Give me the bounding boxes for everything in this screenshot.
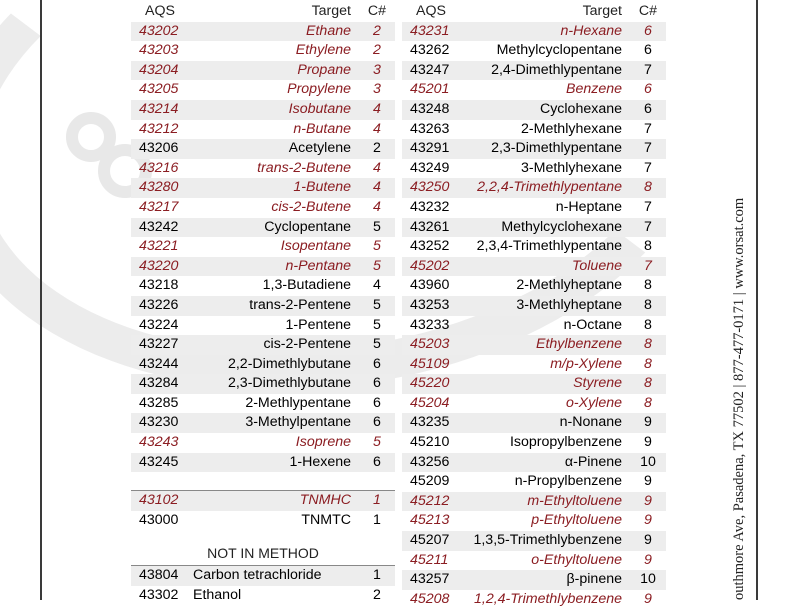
table-row bbox=[402, 394, 666, 414]
target-compound-cell: 2,3-Dimethlypentane bbox=[464, 139, 630, 159]
carbon-number-cell: 2 bbox=[373, 586, 381, 603]
table-row bbox=[131, 120, 395, 140]
table-row bbox=[131, 178, 395, 198]
aqs-code-cell: 45109 bbox=[410, 355, 450, 372]
not-in-method-title: NOT IN METHOD bbox=[207, 545, 319, 561]
aqs-code-cell: 45213 bbox=[410, 512, 450, 529]
aqs-code-cell: 43202 bbox=[131, 22, 193, 42]
aqs-code-cell: 45210 bbox=[410, 434, 450, 451]
carbon-number-cell: 9 bbox=[644, 551, 652, 568]
carbon-number-cell: 5 bbox=[359, 335, 395, 355]
page-border-left bbox=[40, 0, 42, 600]
aqs-code-cell: 45201 bbox=[410, 81, 450, 98]
table-row bbox=[402, 355, 666, 375]
carbon-number-cell: 7 bbox=[630, 61, 666, 81]
carbon-number-cell: 10 bbox=[630, 453, 666, 473]
aqs-code-cell: 43204 bbox=[131, 61, 193, 81]
carbon-number-cell: 8 bbox=[630, 296, 666, 316]
carbon-number-cell: 8 bbox=[644, 238, 652, 255]
table-row bbox=[131, 61, 395, 81]
carbon-number-cell: 7 bbox=[644, 198, 652, 215]
carbon-number-cell: 8 bbox=[630, 374, 666, 394]
table-row bbox=[131, 374, 395, 394]
table-row bbox=[402, 472, 666, 492]
carbon-number-cell: 6 bbox=[644, 42, 652, 59]
aqs-code-cell: 43263 bbox=[410, 120, 450, 137]
table-row bbox=[131, 198, 395, 218]
carbon-number-cell: 5 bbox=[373, 434, 381, 451]
carbon-number-cell: 4 bbox=[373, 159, 381, 176]
table-row bbox=[131, 491, 395, 511]
carbon-number-cell: 6 bbox=[359, 374, 395, 394]
target-compound-cell: Cyclopentane bbox=[193, 218, 359, 238]
table-row bbox=[402, 551, 666, 571]
target-compound-cell: n-Heptane bbox=[555, 198, 622, 215]
carbon-number-cell: 4 bbox=[373, 277, 381, 294]
aqs-code-cell: 43220 bbox=[131, 257, 193, 277]
carbon-number-cell: 9 bbox=[630, 413, 666, 433]
carbon-number-cell: 7 bbox=[630, 218, 666, 238]
table-row bbox=[402, 413, 666, 433]
aqs-code-cell: 43261 bbox=[402, 218, 464, 238]
target-compound-cell: Isopropylbenzene bbox=[509, 434, 622, 451]
aqs-code-cell: 43206 bbox=[131, 139, 193, 159]
target-compound-cell: 1,2,4-Trimethlybenzene bbox=[474, 590, 622, 607]
target-compound-cell: Ethane bbox=[193, 22, 359, 42]
table-row bbox=[131, 139, 395, 159]
table-row bbox=[131, 276, 395, 296]
aqs-code-cell: 45212 bbox=[402, 492, 464, 512]
aqs-code-cell: 43205 bbox=[139, 81, 179, 98]
carbon-number-cell: 7 bbox=[644, 159, 652, 176]
target-compound-cell: Propylene bbox=[287, 81, 351, 98]
table-row bbox=[402, 237, 666, 257]
aqs-code-cell: 45207 bbox=[402, 531, 464, 551]
target-compound-cell: 3-Methylpentane bbox=[193, 413, 359, 433]
carbon-number-cell: 6 bbox=[644, 81, 652, 98]
target-compound-cell: 1-Pentene bbox=[285, 316, 351, 333]
aqs-code-cell: 43256 bbox=[402, 453, 464, 473]
target-compound-cell: Benzene bbox=[565, 81, 622, 98]
carbon-number-cell: 4 bbox=[359, 178, 395, 198]
aqs-code-cell: 43960 bbox=[410, 277, 450, 294]
table-row bbox=[402, 492, 666, 512]
table-row bbox=[402, 335, 666, 355]
target-compound-cell: n-Nonane bbox=[464, 413, 630, 433]
table-row bbox=[402, 100, 666, 120]
target-compound-cell: 2,3,4-Trimethlypentane bbox=[476, 238, 622, 255]
table-row bbox=[131, 22, 395, 42]
aqs-code-cell: 43280 bbox=[131, 178, 193, 198]
table-row bbox=[402, 178, 666, 198]
aqs-code-cell: 43249 bbox=[410, 159, 450, 176]
aqs-code-cell: 43224 bbox=[139, 316, 179, 333]
target-compound-cell: 2,2-Dimethlybutane bbox=[227, 355, 351, 372]
table-row bbox=[402, 570, 666, 590]
carbon-number-cell: 10 bbox=[630, 570, 666, 590]
target-compound-cell: TNMTC bbox=[301, 511, 351, 528]
carbon-number-cell: 3 bbox=[373, 81, 381, 98]
carbon-number-cell: 8 bbox=[644, 394, 652, 411]
target-compound-cell: n-Octane bbox=[563, 316, 622, 333]
aqs-header: AQS bbox=[145, 3, 175, 19]
target-compound-cell: 1,3-Butadiene bbox=[262, 277, 351, 294]
carbon-number-cell: 2 bbox=[359, 139, 395, 159]
table-row bbox=[131, 394, 395, 414]
table-row bbox=[402, 296, 666, 316]
target-compound-cell: Isoprene bbox=[295, 434, 351, 451]
target-compound-cell: o-Ethyltoluene bbox=[531, 551, 622, 568]
aqs-code-cell: 45203 bbox=[402, 335, 464, 355]
target-compound-cell: m/p-Xylene bbox=[550, 355, 622, 372]
target-compound-cell: Propane bbox=[193, 61, 359, 81]
table-row bbox=[131, 413, 395, 433]
target-compound-cell: Methylcyclohexane bbox=[464, 218, 630, 238]
target-compound-cell: n-Butane bbox=[293, 120, 351, 137]
table-row bbox=[131, 296, 395, 316]
table-row bbox=[131, 100, 395, 120]
target-compound-cell: Ethanol bbox=[193, 586, 242, 603]
aqs-code-cell: 43242 bbox=[131, 218, 193, 238]
carbon-number-cell: 6 bbox=[373, 394, 381, 411]
carbon-number-cell: 9 bbox=[644, 590, 652, 607]
table-row bbox=[402, 316, 666, 336]
aqs-code-cell: 43233 bbox=[410, 316, 450, 333]
aqs-code-cell: 45204 bbox=[410, 394, 450, 411]
carbon-number-cell: 9 bbox=[644, 473, 652, 490]
target-compound-cell: 3-Methlyhexane bbox=[521, 159, 622, 176]
aqs-code-cell: 43804 bbox=[131, 566, 193, 586]
carbon-number-cell: 5 bbox=[359, 257, 395, 277]
table-row bbox=[402, 531, 666, 551]
table-row bbox=[131, 335, 395, 355]
carbon-number-cell: 9 bbox=[630, 492, 666, 512]
aqs-code-cell: 43247 bbox=[402, 61, 464, 81]
carbon-number-cell: 9 bbox=[644, 512, 652, 529]
table-row bbox=[402, 80, 666, 100]
target-compound-cell: m-Ethyltoluene bbox=[464, 492, 630, 512]
carbon-number-cell: 4 bbox=[359, 100, 395, 120]
page-border-right bbox=[756, 0, 758, 600]
table-row bbox=[131, 586, 395, 606]
target-compound-cell: n-Pentane bbox=[193, 257, 359, 277]
carbon-number-cell: 1 bbox=[359, 566, 395, 586]
target-compound-cell: Toluene bbox=[464, 257, 630, 277]
right-compound-table bbox=[402, 2, 666, 609]
aqs-code-cell: 45208 bbox=[410, 590, 450, 607]
aqs-code-cell: 45220 bbox=[402, 374, 464, 394]
table-row bbox=[402, 511, 666, 531]
table-row bbox=[402, 453, 666, 473]
carbon-number-cell: 5 bbox=[359, 218, 395, 238]
target-compound-cell: 1-Butene bbox=[193, 178, 359, 198]
table-row bbox=[402, 374, 666, 394]
aqs-code-cell: 43203 bbox=[139, 42, 179, 59]
target-compound-cell: cis-2-Butene bbox=[271, 198, 351, 215]
table-row bbox=[131, 218, 395, 238]
aqs-code-cell: 43252 bbox=[410, 238, 450, 255]
aqs-code-cell: 43231 bbox=[402, 22, 464, 42]
table-row bbox=[131, 316, 395, 336]
aqs-code-cell: 43285 bbox=[139, 394, 179, 411]
aqs-code-cell: 43232 bbox=[410, 198, 450, 215]
aqs-code-cell: 43291 bbox=[402, 139, 464, 159]
target-compound-cell: Acetylene bbox=[193, 139, 359, 159]
table-row bbox=[402, 276, 666, 296]
aqs-header: AQS bbox=[416, 3, 446, 19]
carbon-number-cell: 6 bbox=[359, 413, 395, 433]
aqs-code-cell: 43257 bbox=[402, 570, 464, 590]
target-compound-cell: p-Ethyltoluene bbox=[531, 512, 622, 529]
target-compound-cell: 2-Methlyheptane bbox=[516, 277, 622, 294]
table-header bbox=[131, 2, 395, 22]
carbon-number-cell: 3 bbox=[359, 61, 395, 81]
target-compound-cell: Ethylene bbox=[295, 42, 351, 59]
aqs-code-cell: 43218 bbox=[139, 277, 179, 294]
target-compound-cell: 2,3-Dimethlybutane bbox=[193, 374, 359, 394]
carbon-number-cell: 1 bbox=[359, 491, 395, 511]
carbon-number-cell: 4 bbox=[373, 120, 381, 137]
target-compound-cell: Isobutane bbox=[193, 100, 359, 120]
target-compound-cell: β-pinene bbox=[464, 570, 630, 590]
table-row bbox=[131, 80, 395, 100]
target-compound-cell: 2,2,4-Trimethlypentane bbox=[464, 178, 630, 198]
table-row bbox=[402, 159, 666, 179]
target-compound-cell: cis-2-Pentene bbox=[193, 335, 359, 355]
carbon-number-cell: 7 bbox=[630, 257, 666, 277]
carbon-number-cell: 8 bbox=[644, 316, 652, 333]
target-compound-cell: trans-2-Butene bbox=[257, 159, 351, 176]
table-header bbox=[402, 2, 666, 22]
target-compound-cell: 1-Hexene bbox=[193, 453, 359, 473]
target-header: Target bbox=[582, 3, 622, 19]
aqs-code-cell: 43000 bbox=[139, 511, 179, 528]
table-row bbox=[402, 590, 666, 609]
target-compound-cell: Carbon tetrachloride bbox=[193, 566, 359, 586]
carbon-number-cell: 2 bbox=[373, 42, 381, 59]
table-row bbox=[131, 511, 395, 531]
aqs-code-cell: 43235 bbox=[402, 413, 464, 433]
target-compound-cell: 2-Methlypentane bbox=[245, 394, 351, 411]
aqs-code-cell: 43248 bbox=[402, 100, 464, 120]
aqs-code-cell: 45209 bbox=[410, 473, 450, 490]
aqs-code-cell: 43262 bbox=[410, 42, 450, 59]
table-row bbox=[402, 61, 666, 81]
carbon-number-cell: 6 bbox=[359, 453, 395, 473]
target-compound-cell: Styrene bbox=[464, 374, 630, 394]
aqs-code-cell: 43250 bbox=[402, 178, 464, 198]
target-compound-cell: Cyclohexane bbox=[464, 100, 630, 120]
target-compound-cell: 2,4-Dimethlypentane bbox=[464, 61, 630, 81]
aqs-code-cell: 43102 bbox=[131, 491, 193, 511]
target-header: Target bbox=[311, 3, 351, 19]
target-compound-cell: o-Xylene bbox=[566, 394, 622, 411]
carbon-number-cell: 7 bbox=[644, 120, 652, 137]
aqs-code-cell: 43217 bbox=[139, 198, 179, 215]
carbon-number-cell: 2 bbox=[359, 22, 395, 42]
carbon-number-cell: 5 bbox=[373, 238, 381, 255]
aqs-code-cell: 43302 bbox=[139, 586, 179, 603]
table-row bbox=[131, 453, 395, 473]
carbon-number-cell: 8 bbox=[644, 277, 652, 294]
carbon-number-cell: 6 bbox=[630, 22, 666, 42]
table-row bbox=[131, 433, 395, 453]
left-compound-table bbox=[131, 2, 395, 472]
target-compound-cell: Isopentane bbox=[280, 238, 351, 255]
carbon-number-cell: 9 bbox=[644, 434, 652, 451]
table-row bbox=[402, 120, 666, 140]
aqs-code-cell: 43284 bbox=[131, 374, 193, 394]
aqs-code-cell: 43230 bbox=[131, 413, 193, 433]
table-row bbox=[402, 22, 666, 42]
carbon-number-cell: 1 bbox=[373, 511, 381, 528]
not-in-method-table bbox=[131, 565, 395, 605]
aqs-code-cell: 43216 bbox=[139, 159, 179, 176]
target-compound-cell: Methylcyclopentane bbox=[496, 42, 622, 59]
table-row bbox=[131, 257, 395, 277]
carbon-number-header: C# bbox=[367, 3, 387, 19]
table-row bbox=[402, 41, 666, 61]
aqs-code-cell: 43253 bbox=[402, 296, 464, 316]
table-row bbox=[131, 566, 395, 586]
aqs-code-cell: 43227 bbox=[131, 335, 193, 355]
table-row bbox=[402, 139, 666, 159]
table-row bbox=[131, 159, 395, 179]
aqs-code-cell: 43245 bbox=[131, 453, 193, 473]
table-row bbox=[402, 257, 666, 277]
target-compound-cell: 1,3,5-Trimethlybenzene bbox=[464, 531, 630, 551]
table-row bbox=[131, 237, 395, 257]
table-row bbox=[402, 433, 666, 453]
target-compound-cell: TNMHC bbox=[193, 491, 359, 511]
aqs-code-cell: 45202 bbox=[402, 257, 464, 277]
address-contact-sidebar: outhmore Ave, Pasadena, TX 77502 | 877-477-0171 | www.orsat.com bbox=[731, 197, 747, 600]
table-row bbox=[402, 198, 666, 218]
target-compound-cell: 2-Methlyhexane bbox=[521, 120, 622, 137]
aqs-code-cell: 43244 bbox=[139, 355, 179, 372]
aqs-code-cell: 45211 bbox=[410, 551, 449, 568]
table-row bbox=[131, 355, 395, 375]
carbon-number-cell: 8 bbox=[630, 178, 666, 198]
target-compound-cell: n-Hexane bbox=[464, 22, 630, 42]
carbon-number-cell: 4 bbox=[373, 198, 381, 215]
target-compound-cell: n-Propylbenzene bbox=[514, 473, 622, 490]
table-row bbox=[131, 41, 395, 61]
aqs-code-cell: 43243 bbox=[139, 434, 179, 451]
aqs-code-cell: 43214 bbox=[131, 100, 193, 120]
target-compound-cell: α-Pinene bbox=[464, 453, 630, 473]
target-compound-cell: 3-Methlyheptane bbox=[464, 296, 630, 316]
target-compound-cell: trans-2-Pentene bbox=[193, 296, 359, 316]
totals-table bbox=[131, 490, 395, 530]
carbon-number-cell: 5 bbox=[359, 296, 395, 316]
table-row bbox=[402, 218, 666, 238]
aqs-code-cell: 43226 bbox=[131, 296, 193, 316]
aqs-code-cell: 43212 bbox=[139, 120, 179, 137]
carbon-number-cell: 8 bbox=[644, 355, 652, 372]
carbon-number-cell: 7 bbox=[630, 139, 666, 159]
carbon-number-header: C# bbox=[638, 3, 658, 19]
aqs-code-cell: 43221 bbox=[139, 238, 179, 255]
carbon-number-cell: 6 bbox=[630, 100, 666, 120]
carbon-number-cell: 9 bbox=[630, 531, 666, 551]
carbon-number-cell: 8 bbox=[630, 335, 666, 355]
carbon-number-cell: 6 bbox=[373, 355, 381, 372]
target-compound-cell: Ethylbenzene bbox=[464, 335, 630, 355]
carbon-number-cell: 5 bbox=[373, 316, 381, 333]
